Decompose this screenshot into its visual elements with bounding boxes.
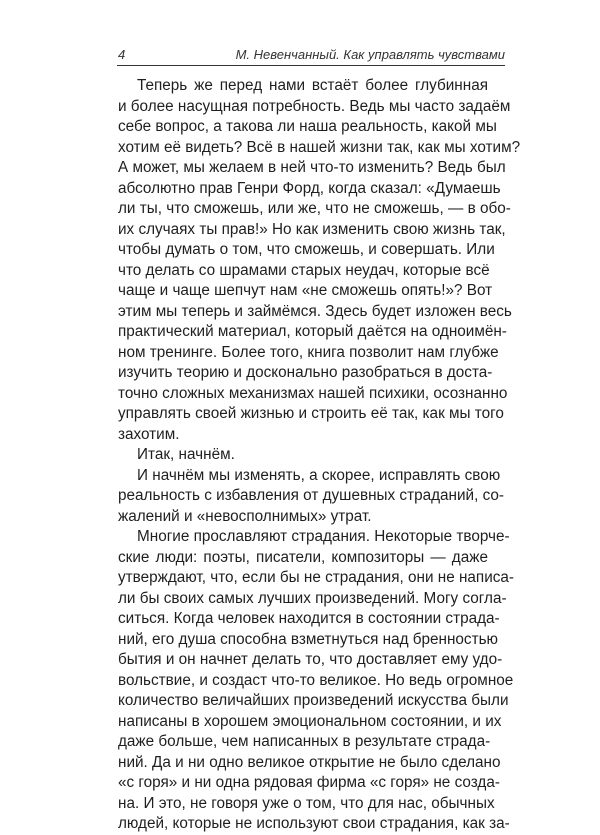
text-line: реальность с избавления от душевных страданий, со- [118, 487, 504, 504]
text-line: ли ты, что сможешь, или же, что не сможешь, — в обо- [118, 200, 511, 217]
header-title: М. Невенчанный. Как управлять чувствами [235, 47, 505, 62]
text-line: ний. Да и ни одно великое открытие не было сделано [118, 753, 501, 771]
text-line: на. И это, не говоря уже о том, что для нас, обычных [118, 794, 495, 812]
text-line: ном тренинге. Более того, книга позволит нам глубже [118, 343, 499, 361]
text-line: практический материал, который даётся на одноимён- [118, 323, 507, 340]
text-line: захотим. [118, 425, 180, 443]
text-line: этим мы теперь и займёмся. Здесь будет изложен весь [118, 302, 512, 320]
text-line: точно сложных механизмах нашей психики, осознанно [118, 384, 508, 402]
text-line: изучить теорию и досконально разобраться в доста- [118, 364, 493, 381]
text-line: людей, которые не используют свои страдания, как за- [118, 815, 510, 832]
paragraph [118, 445, 488, 466]
text-line: написаны в хорошем эмоциональном состоянии, и их [118, 712, 502, 730]
text-line: ситься. Когда человек находится в состоянии страда- [118, 610, 500, 627]
text-line: хотим её видеть? Всё в нашей жизни так, как мы хотим? [118, 138, 521, 156]
text-line: ли бы своих самых лучших произведений. Могу согла- [118, 589, 507, 607]
text-line: И начнём мы изменять, а скорее, исправлять свою [137, 466, 501, 484]
text-line: вольствие, и создаст что-то великое. Но ведь огромное [118, 671, 514, 689]
text-line: ний, его душа способна взметнуться над бренностью [118, 630, 499, 648]
text-line: даже больше, чем написанных в результате страда- [118, 733, 491, 750]
text-line: Итак, начнём. [137, 446, 235, 463]
text-line: что делать со шрамами старых неудач, которые всё [118, 261, 490, 279]
paragraph [118, 527, 515, 835]
text-line: количество величайших произведений искусства были [118, 692, 509, 709]
text-line: Многие прославляют страдания. Некоторые творче- [137, 528, 510, 545]
paragraph [118, 76, 521, 445]
text-line: ские люди: поэты, писатели, композиторы — даже [118, 548, 488, 566]
text-line: жалений и «невосполнимых» утрат. [118, 507, 372, 525]
text-line: Теперь же перед нами встаёт более глубинная [137, 77, 488, 94]
text-line: А может, мы желаем в ней что-то изменить? Ведь был [118, 159, 506, 176]
text-line: «с горя» и ни одна рядовая фирма «с горя» не созда- [118, 774, 500, 791]
text-line: чтобы думать о том, что сможешь, и совершать. Или [118, 241, 495, 258]
text-line: и более насущная потребность. Ведь мы часто задаём [118, 97, 511, 115]
text-line: управлять своей жизнью и строить её так, как мы того [118, 405, 504, 422]
text-line: их случаях ты прав!» Но как изменить свою жизнь так, [118, 220, 506, 238]
paragraph [118, 466, 504, 528]
page-number: 4 [118, 47, 126, 62]
text-line: чаще и чаще шепчут нам «не сможешь опять!»? Вот [118, 282, 493, 299]
body-text [118, 76, 521, 835]
running-head [117, 47, 505, 66]
text-line: утверждают, что, если бы не страдания, они не написа- [118, 569, 515, 586]
text-line: абсолютно прав Генри Форд, когда сказал: «Думаешь [118, 179, 501, 197]
text-line: себе вопрос, а такова ли наша реальность, какой мы [118, 118, 497, 135]
text-line: бытия и он начнет делать то, что доставляет ему удо- [118, 651, 503, 668]
